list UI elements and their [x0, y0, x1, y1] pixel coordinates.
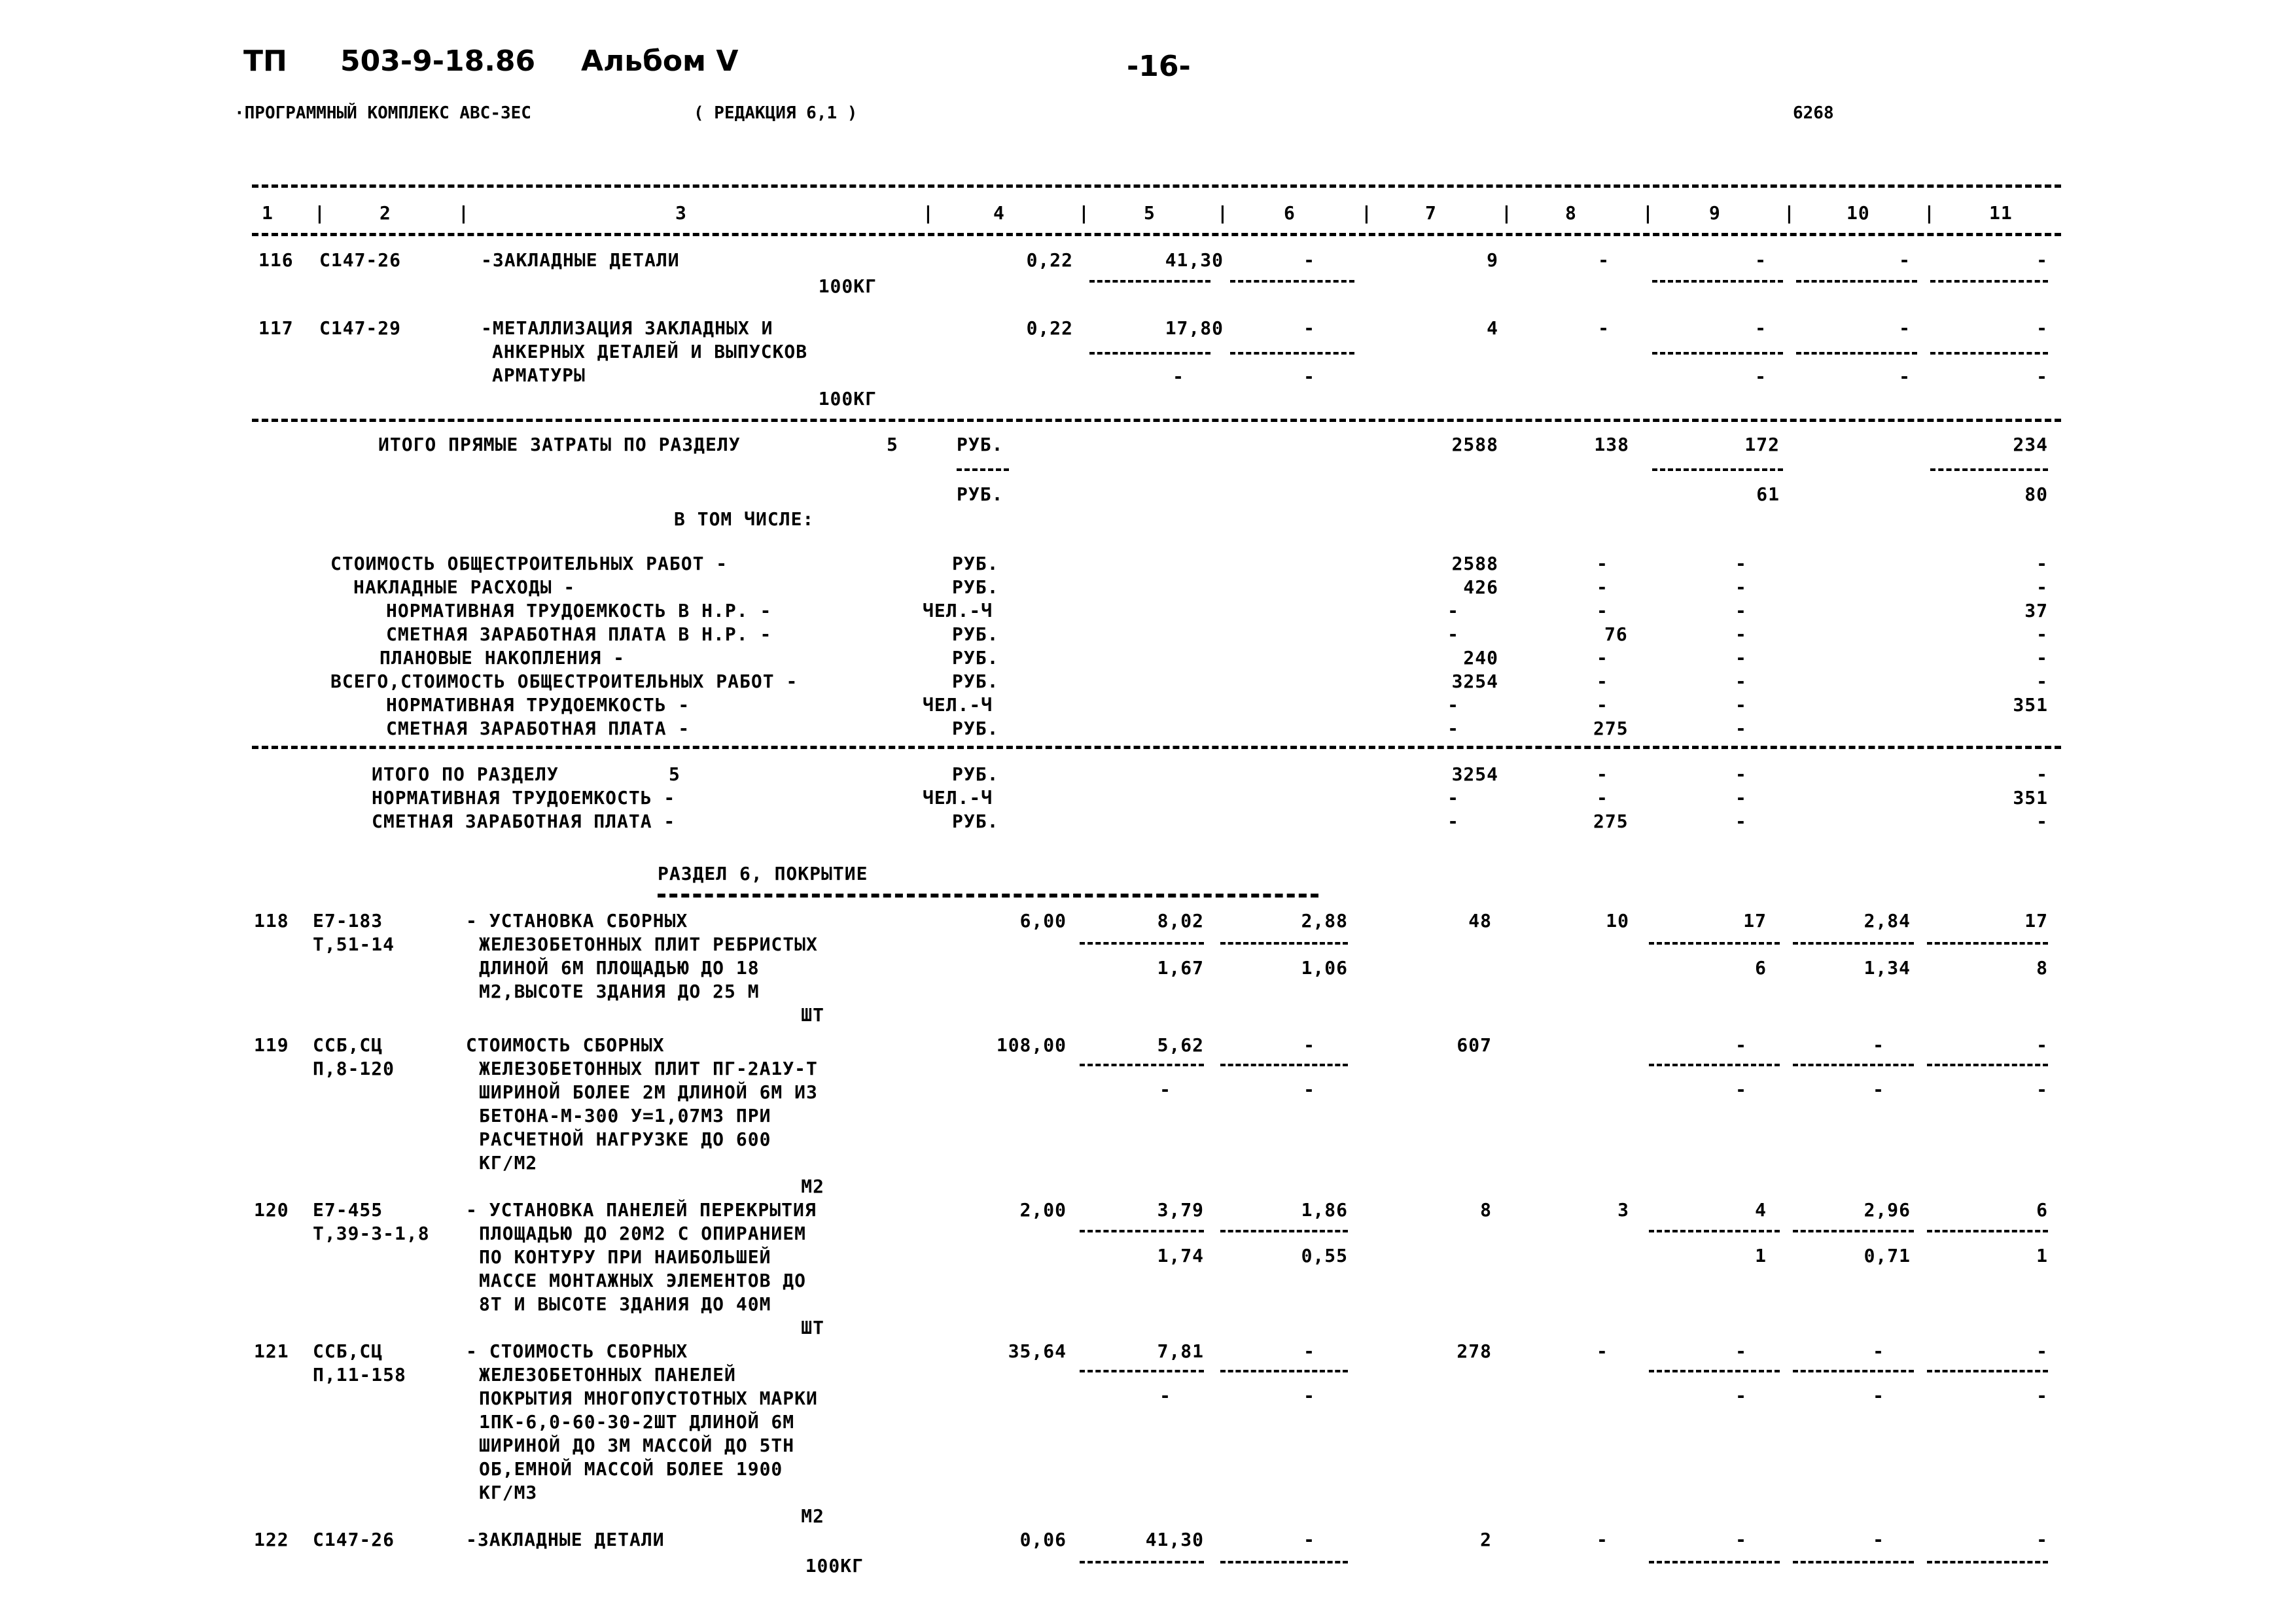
col6-wage: -	[1303, 1385, 1315, 1406]
unit-label: ЧЕЛ.-Ч	[923, 600, 993, 621]
work-description: ПОКРЫТИЯ МНОГОПУСТОТНЫХ МАРКИ	[479, 1387, 818, 1409]
row-number: 118	[254, 910, 289, 932]
quantity: 108,00	[996, 1034, 1067, 1056]
col8-value: 3	[1617, 1199, 1629, 1221]
unit-wage: -	[1159, 1079, 1171, 1100]
rate-code: П,8-120	[313, 1058, 395, 1079]
col7-value: -	[1447, 600, 1459, 621]
work-description: - УСТАНОВКА ПАНЕЛЕЙ ПЕРЕКРЫТИЯ	[466, 1199, 817, 1221]
row-number: 121	[254, 1340, 289, 1362]
col8-value: -	[1597, 763, 1608, 785]
column-header: 9	[1709, 202, 1721, 224]
total-label: ИТОГО ПРЯМЫЕ ЗАТРАТЫ ПО РАЗДЕЛУ	[378, 434, 741, 455]
col9-value: -	[1735, 647, 1747, 669]
col7-value: 607	[1457, 1034, 1492, 1056]
col6-value: -	[1303, 249, 1315, 271]
col9-wage: 6	[1755, 957, 1767, 979]
col11-wage: 8	[2036, 957, 2048, 979]
col10-wage: 1,34	[1863, 957, 1911, 979]
page-number: -16-	[1127, 50, 1191, 83]
rate-code: Е7-183	[313, 910, 383, 932]
rate-code: С147-29	[319, 317, 402, 339]
col7-value: -	[1447, 694, 1459, 716]
col9-value: -	[1735, 671, 1747, 692]
col10-value: -	[1873, 1529, 1884, 1550]
row-number: 119	[254, 1034, 289, 1056]
section-divider	[252, 419, 2061, 422]
col7-value: 426	[1463, 576, 1498, 598]
rate-code: Т,39-3-1,8	[313, 1223, 430, 1244]
unit-cost: 17,80	[1165, 317, 1224, 339]
quantity: 0,22	[1026, 249, 1073, 271]
section-divider	[252, 746, 2061, 749]
row-number: 117	[258, 317, 294, 339]
unit-label: ЧЕЛ.-Ч	[923, 787, 993, 809]
col9-value: 4	[1755, 1199, 1767, 1221]
col9-wage: -	[1735, 1079, 1747, 1100]
col9-value: -	[1735, 623, 1747, 645]
unit-label: РУБ.	[952, 553, 999, 574]
col8-value: -	[1597, 787, 1608, 809]
col7-value: 2588	[1451, 553, 1498, 574]
work-description: -ЗАКЛАДНЫЕ ДЕТАЛИ	[466, 1529, 665, 1550]
unit-cost: 5,62	[1157, 1034, 1204, 1056]
col7-value: 2588	[1451, 434, 1498, 455]
col11-value: -	[2036, 576, 2048, 598]
work-description: СТОИМОСТЬ СБОРНЫХ	[466, 1034, 665, 1056]
unit-label: РУБ.	[952, 671, 999, 692]
work-description: ЖЕЛЕЗОБЕТОННЫХ ПЛИТ РЕБРИСТЫХ	[479, 934, 818, 955]
edition-label: ( РЕДАКЦИЯ 6,1 )	[694, 103, 858, 123]
col10-value: -	[1873, 1034, 1884, 1056]
col8-value: -	[1598, 249, 1610, 271]
col9-wage: 61	[1756, 483, 1780, 505]
doc-type: ТП	[243, 44, 287, 78]
column-header: 10	[1846, 202, 1870, 224]
col9-value: 17	[1743, 910, 1767, 932]
unit-label: ЧЕЛ.-Ч	[923, 694, 993, 716]
work-description: ЖЕЛЕЗОБЕТОННЫХ ПЛИТ ПГ-2А1У-Т	[479, 1058, 818, 1079]
col9-value: -	[1735, 1529, 1747, 1550]
unit-of-measure: 100КГ	[805, 1555, 864, 1577]
rate-code: П,11-158	[313, 1364, 406, 1386]
col10-wage: 0,71	[1863, 1245, 1911, 1266]
work-description: РАСЧЕТНОЙ НАГРУЗКЕ ДО 600	[479, 1128, 771, 1150]
col9-value: -	[1735, 763, 1747, 785]
unit-of-measure: М2	[801, 1176, 824, 1197]
work-description: М2,ВЫСОТЕ ЗДАНИЯ ДО 25 М	[479, 981, 760, 1002]
quantity: 35,64	[1008, 1340, 1067, 1362]
col10-value: 2,84	[1863, 910, 1911, 932]
work-description: АНКЕРНЫХ ДЕТАЛЕЙ И ВЫПУСКОВ	[492, 341, 808, 362]
unit-of-measure: ШТ	[801, 1004, 824, 1026]
unit-label: РУБ.	[957, 483, 1004, 505]
unit-cost: 7,81	[1157, 1340, 1204, 1362]
col9-value: -	[1735, 811, 1747, 832]
col9-value: -	[1735, 1034, 1747, 1056]
col11-value: 6	[2036, 1199, 2048, 1221]
col11-value: -	[2036, 1034, 2048, 1056]
col6-wage: -	[1303, 1079, 1315, 1100]
rate-code: Е7-455	[313, 1199, 383, 1221]
col11-value: -	[2036, 249, 2048, 271]
col9-value: -	[1735, 553, 1747, 574]
col11-wage: -	[2036, 1385, 2048, 1406]
unit-label: РУБ.	[952, 623, 999, 645]
work-description: ШИРИНОЙ БОЛЕЕ 2М ДЛИНОЙ 6М ИЗ	[479, 1081, 818, 1103]
work-description: 1ПК-6,0-60-30-2ШТ ДЛИНОЙ 6М	[479, 1411, 795, 1433]
work-description: ШИРИНОЙ ДО 3М МАССОЙ ДО 5ТН	[479, 1435, 795, 1456]
column-header: 7	[1425, 202, 1437, 224]
column-header: 6	[1284, 202, 1296, 224]
col7-value: -	[1447, 718, 1459, 739]
col8-value: -	[1597, 576, 1608, 598]
col8-value: -	[1597, 1529, 1608, 1550]
unit-of-measure: 100КГ	[818, 275, 877, 297]
section-number: 5	[669, 763, 680, 785]
work-description: КГ/М2	[479, 1152, 538, 1174]
col7-value: 2	[1480, 1529, 1492, 1550]
col6-wage: -	[1303, 366, 1315, 387]
unit-cost: 3,79	[1157, 1199, 1204, 1221]
column-header: 8	[1565, 202, 1577, 224]
col8-value: -	[1597, 671, 1608, 692]
col9-value: 172	[1744, 434, 1780, 455]
column-header: 2	[380, 202, 391, 224]
col8-value: -	[1597, 1340, 1608, 1362]
col11-value: 17	[2024, 910, 2048, 932]
work-description: БЕТОНА-М-300 У=1,07М3 ПРИ	[479, 1105, 771, 1126]
unit-wage: 1,74	[1157, 1245, 1204, 1266]
col6-wage: 1,06	[1301, 957, 1348, 979]
unit-wage: 1,67	[1157, 957, 1204, 979]
breakdown-label: ПЛАНОВЫЕ НАКОПЛЕНИЯ -	[380, 647, 626, 669]
col11-wage: 80	[2024, 483, 2048, 505]
col8-value: 138	[1594, 434, 1629, 455]
col8-value: -	[1598, 317, 1610, 339]
col7-value: -	[1447, 811, 1459, 832]
col11-value: -	[2036, 317, 2048, 339]
col8-value: 275	[1593, 718, 1629, 739]
section-title-underline	[658, 894, 1318, 898]
rate-code: ССБ,СЦ	[313, 1340, 383, 1362]
row-number: 120	[254, 1199, 289, 1221]
col10-value: -	[1873, 1340, 1884, 1362]
breakdown-label: ВСЕГО,СТОИМОСТЬ ОБЩЕСТРОИТЕЛЬНЫХ РАБОТ -	[330, 671, 798, 692]
col11-value: 234	[2013, 434, 2048, 455]
work-description: КГ/М3	[479, 1482, 538, 1503]
unit-of-measure: 100КГ	[818, 388, 877, 410]
section-number: 5	[887, 434, 898, 455]
doc-number: 503-9-18.86	[340, 44, 536, 78]
section-title: РАЗДЕЛ 6, ПОКРЫТИЕ	[658, 863, 868, 884]
col10-value: 2,96	[1863, 1199, 1911, 1221]
document-code: 6268	[1793, 103, 1834, 123]
breakdown-label: СМЕТНАЯ ЗАРАБОТНАЯ ПЛАТА В Н.Р. -	[386, 623, 772, 645]
col11-wage: -	[2036, 1079, 2048, 1100]
column-header: 1	[262, 202, 274, 224]
col8-value: -	[1597, 694, 1608, 716]
col9-wage: -	[1735, 1385, 1747, 1406]
breakdown-label: НОРМАТИВНАЯ ТРУДОЕМКОСТЬ В Н.Р. -	[386, 600, 772, 621]
unit-label: РУБ.	[957, 434, 1004, 455]
col9-value: -	[1755, 317, 1767, 339]
quantity: 2,00	[1019, 1199, 1067, 1221]
unit-cost: 41,30	[1145, 1529, 1204, 1550]
col11-wage: 1	[2036, 1245, 2048, 1266]
col7-value: 48	[1468, 910, 1492, 932]
rate-code: ССБ,СЦ	[313, 1034, 383, 1056]
quantity: 6,00	[1019, 910, 1067, 932]
col8-value: 10	[1606, 910, 1629, 932]
col11-value: 37	[2024, 600, 2048, 621]
col11-value: 351	[2013, 787, 2048, 809]
row-number: 122	[254, 1529, 289, 1550]
unit-wage: -	[1159, 1385, 1171, 1406]
col10-wage: -	[1899, 366, 1911, 387]
col7-value: 3254	[1451, 763, 1498, 785]
col9-value: -	[1735, 787, 1747, 809]
col7-value: 3254	[1451, 671, 1498, 692]
table-top-rule	[252, 184, 2061, 188]
col11-value: -	[2036, 1340, 2048, 1362]
work-description: -МЕТАЛЛИЗАЦИЯ ЗАКЛАДНЫХ И	[481, 317, 773, 339]
col10-value: -	[1899, 317, 1911, 339]
col9-value: -	[1735, 1340, 1747, 1362]
unit-label: РУБ.	[952, 647, 999, 669]
work-description: ПЛОЩАДЬЮ ДО 20М2 С ОПИРАНИЕМ	[479, 1223, 807, 1244]
col6-value: -	[1303, 1034, 1315, 1056]
unit-label: РУБ.	[952, 763, 999, 785]
work-description: - УСТАНОВКА СБОРНЫХ	[466, 910, 688, 932]
col7-value: -	[1447, 787, 1459, 809]
breakdown-label: СТОИМОСТЬ ОБЩЕСТРОИТЕЛЬНЫХ РАБОТ -	[330, 553, 728, 574]
rate-code: С147-26	[313, 1529, 395, 1550]
col10-wage: -	[1873, 1079, 1884, 1100]
work-description: ПО КОНТУРУ ПРИ НАИБОЛЬШЕЙ	[479, 1246, 771, 1268]
col8-value: 275	[1593, 811, 1629, 832]
col8-value: -	[1597, 600, 1608, 621]
column-header: 3	[675, 202, 687, 224]
col6-value: 2,88	[1301, 910, 1348, 932]
rate-code: Т,51-14	[313, 934, 395, 955]
col11-value: -	[2036, 763, 2048, 785]
col9-wage: -	[1755, 366, 1767, 387]
breakdown-label: СМЕТНАЯ ЗАРАБОТНАЯ ПЛАТА -	[386, 718, 690, 739]
col7-value: 9	[1487, 249, 1498, 271]
col7-value: 240	[1463, 647, 1498, 669]
col11-value: -	[2036, 1529, 2048, 1550]
unit-of-measure: М2	[801, 1505, 824, 1527]
col11-value: -	[2036, 811, 2048, 832]
col11-value: -	[2036, 647, 2048, 669]
total-label: ИТОГО ПО РАЗДЕЛУ	[372, 763, 559, 785]
work-description: ОБ,ЕМНОЙ МАССОЙ БОЛЕЕ 1900	[479, 1458, 783, 1480]
col9-value: -	[1735, 718, 1747, 739]
col8-value: 76	[1604, 623, 1628, 645]
col11-value: -	[2036, 623, 2048, 645]
program-title: ·ПРОГРАММНЫЙ КОМПЛЕКС АВС-3ЕС	[234, 103, 531, 123]
col11-value: -	[2036, 671, 2048, 692]
col7-value: 8	[1480, 1199, 1492, 1221]
row-number: 116	[258, 249, 294, 271]
col8-value: -	[1597, 553, 1608, 574]
rate-code: С147-26	[319, 249, 402, 271]
col6-value: -	[1303, 1340, 1315, 1362]
col9-value: -	[1735, 600, 1747, 621]
unit-label: РУБ.	[952, 718, 999, 739]
unit-label: РУБ.	[952, 811, 999, 832]
col11-wage: -	[2036, 366, 2048, 387]
total-label: НОРМАТИВНАЯ ТРУДОЕМКОСТЬ -	[372, 787, 676, 809]
album-label: Альбом Ⅴ	[581, 44, 739, 78]
quantity: 0,22	[1026, 317, 1073, 339]
breakdown-label: НОРМАТИВНАЯ ТРУДОЕМКОСТЬ -	[386, 694, 690, 716]
col9-value: -	[1755, 249, 1767, 271]
unit-cost: 41,30	[1165, 249, 1224, 271]
total-label: СМЕТНАЯ ЗАРАБОТНАЯ ПЛАТА -	[372, 811, 676, 832]
col11-value: -	[2036, 553, 2048, 574]
col10-wage: -	[1873, 1385, 1884, 1406]
unit-label: РУБ.	[952, 576, 999, 598]
work-description: -ЗАКЛАДНЫЕ ДЕТАЛИ	[481, 249, 680, 271]
column-header: 5	[1144, 202, 1156, 224]
col9-value: -	[1735, 576, 1747, 598]
quantity: 0,06	[1019, 1529, 1067, 1550]
work-description: ЖЕЛЕЗОБЕТОННЫХ ПАНЕЛЕЙ	[479, 1364, 736, 1386]
work-description: 8Т И ВЫСОТЕ ЗДАНИЯ ДО 40М	[479, 1293, 771, 1315]
header-bottom-rule	[252, 233, 2061, 236]
unit-of-measure: ШТ	[801, 1317, 824, 1338]
work-description: ДЛИНОЙ 6М ПЛОЩАДЬЮ ДО 18	[479, 957, 760, 979]
breakdown-label: НАКЛАДНЫЕ РАСХОДЫ -	[353, 576, 576, 598]
col10-value: -	[1899, 249, 1911, 271]
column-header: 11	[1989, 202, 2013, 224]
col6-wage: 0,55	[1301, 1245, 1348, 1266]
work-description: - СТОИМОСТЬ СБОРНЫХ	[466, 1340, 688, 1362]
unit-wage: -	[1173, 366, 1184, 387]
col9-value: -	[1735, 694, 1747, 716]
column-header: 4	[993, 202, 1005, 224]
col6-value: -	[1303, 317, 1315, 339]
unit-cost: 8,02	[1157, 910, 1204, 932]
col11-value: 351	[2013, 694, 2048, 716]
col9-wage: 1	[1755, 1245, 1767, 1266]
col6-value: 1,86	[1301, 1199, 1348, 1221]
col7-value: 4	[1487, 317, 1498, 339]
col7-value: 278	[1457, 1340, 1492, 1362]
col8-value: -	[1597, 647, 1608, 669]
work-description: МАССЕ МОНТАЖНЫХ ЭЛЕМЕНТОВ ДО	[479, 1270, 807, 1291]
col6-value: -	[1303, 1529, 1315, 1550]
work-description: АРМАТУРЫ	[492, 364, 586, 386]
col7-value: -	[1447, 623, 1459, 645]
including-label: В ТОМ ЧИСЛЕ:	[674, 508, 815, 530]
